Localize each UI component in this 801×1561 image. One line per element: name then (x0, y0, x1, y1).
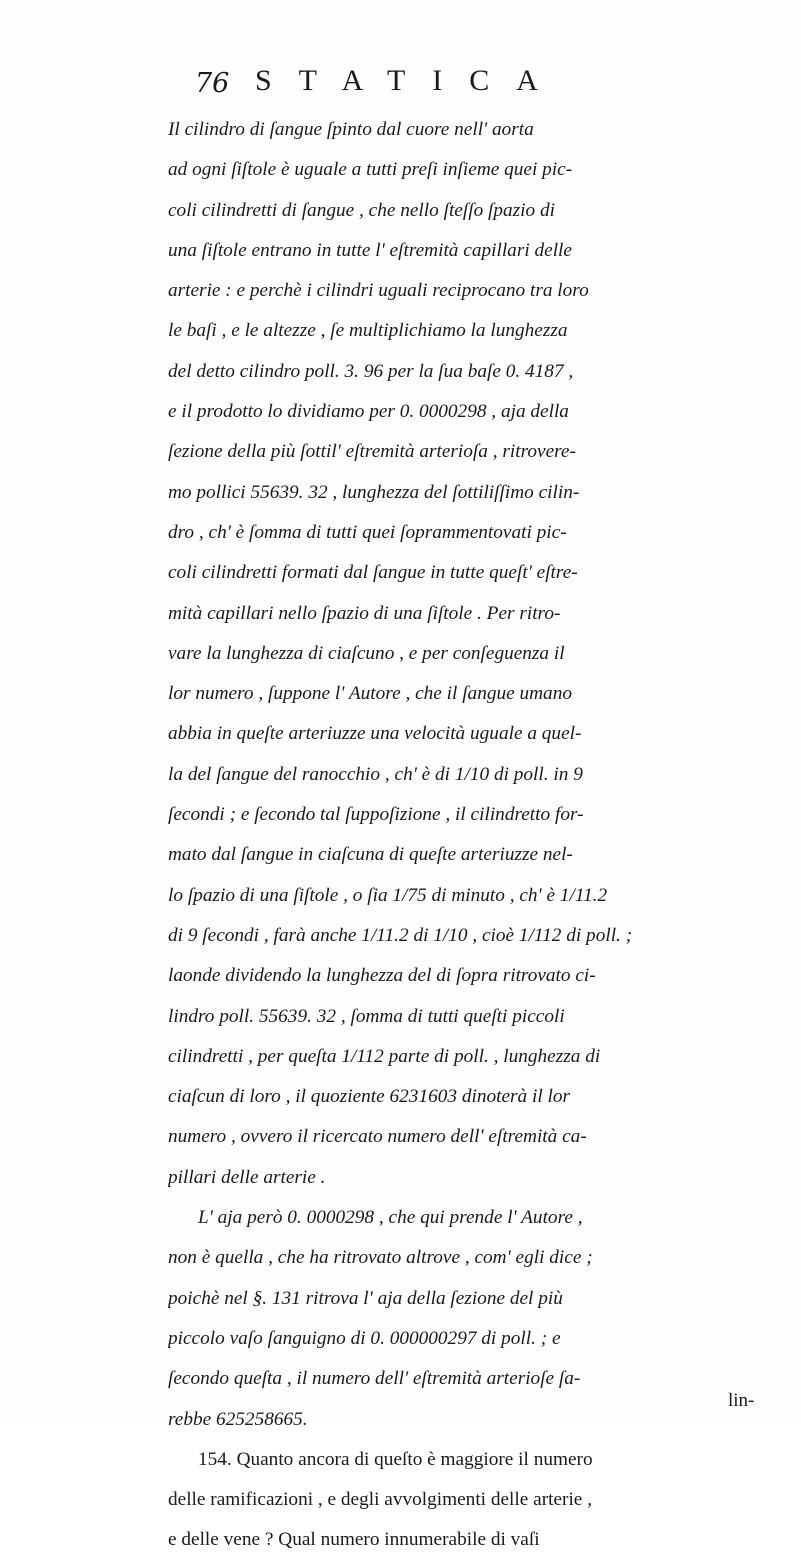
paragraph-p1 (168, 110, 760, 1198)
text-line: ciaſcun di loro , il quoziente 6231603 dinoterà il lor (168, 1086, 571, 1108)
text-line: dro , ch' è ſomma di tutti quei ſoprammentovati pic- (168, 521, 567, 543)
text-line: abbia in queſte arteriuzze una velocità uguale a quel- (168, 723, 582, 745)
text-line: Il cilindro di ſangue ſpinto dal cuore nell' aorta (168, 119, 534, 140)
text-line: lor numero , ſuppone l' Autore , che il ſangue umano (168, 683, 572, 705)
text-line: ſezione della più ſottil' eſtremità arterioſa , ritrovere- (168, 441, 576, 463)
text-line: non è quella , che ha ritrovato altrove , com' egli dice ; (168, 1247, 593, 1269)
catchword: lin- (728, 1390, 755, 1411)
text-line: e delle vene ? Qual numero innumerabile di vaſi (168, 1529, 540, 1551)
text-line: L' aja però 0. 0000298 , che qui prende l' Autore , (198, 1207, 583, 1229)
text-line: ſecondo queſta , il numero dell' eſtremità arterioſe ſa- (168, 1368, 581, 1390)
page-header (195, 60, 755, 110)
text-line: delle ramificazioni , e degli avvolgimenti delle arterie , (168, 1489, 593, 1511)
text-line: mità capillari nello ſpazio di una ſiſtole . Per ritro- (168, 602, 561, 624)
text-line: ad ogni ſiſtole è uguale a tutti preſi inſieme quei pic- (168, 159, 573, 181)
body-text (168, 110, 760, 1561)
text-line: rebbe 625258665. (168, 1408, 308, 1430)
text-line: mato dal ſangue in ciaſcuna di queſte arteriuzze nel- (168, 844, 573, 866)
text-line: 154. Quanto ancora di queſto è maggiore il numero (198, 1448, 593, 1470)
text-line: una ſiſtole entrano in tutte l' eſtremità capillari delle (168, 239, 572, 261)
text-line: vare la lunghezza di ciaſcuno , e per conſeguenza il (168, 642, 565, 664)
text-line: coli cilindretti di ſangue , che nello ſteſſo ſpazio di (168, 199, 555, 221)
paragraph-p2 (168, 1198, 760, 1440)
text-line: ſecondi ; e ſecondo tal ſuppoſizione , il cilindretto for- (168, 804, 584, 826)
text-line: lo ſpazio di una ſiſtole , o ſia 1/75 di minuto , ch' è 1/11.2 (168, 884, 608, 906)
text-line: arterie : e perchè i cilindri uguali reciprocano tra loro (168, 280, 589, 302)
running-head: STATICA (255, 64, 565, 97)
paragraph-p3 (168, 1440, 760, 1561)
text-line: poichè nel §. 131 ritrova l' aja della ſezione del più (168, 1287, 563, 1309)
text-line: laonde dividendo la lunghezza del di ſopra ritrovato ci- (168, 965, 596, 987)
text-line: mo pollici 55639. 32 , lunghezza del ſottiliſſimo cilin- (168, 481, 580, 503)
text-line: lindro poll. 55639. 32 , ſomma di tutti queſti piccoli (168, 1005, 565, 1027)
text-line: pillari delle arterie . (168, 1166, 326, 1188)
text-line: e il prodotto lo dividiamo per 0. 0000298 , aja della (168, 401, 569, 423)
text-line: numero , ovvero il ricercato numero dell' eſtremità ca- (168, 1126, 587, 1148)
text-line: piccolo vaſo ſanguigno di 0. 000000297 di poll. ; e (168, 1327, 561, 1349)
text-line: del detto cilindro poll. 3. 96 per la ſua baſe 0. 4187 , (168, 360, 574, 382)
page-number: 76 (195, 68, 230, 99)
text-line: la del ſangue del ranocchio , ch' è di 1/10 di poll. in 9 (168, 763, 583, 785)
text-line: cilindretti , per queſta 1/112 parte di poll. , lunghezza di (168, 1045, 601, 1067)
paragraph-container (168, 110, 760, 1561)
text-line: di 9 ſecondi , farà anche 1/11.2 di 1/10 , cioè 1/112 di poll. ; (168, 924, 633, 946)
text-line: coli cilindretti formati dal ſangue in tutte queſt' eſtre- (168, 562, 578, 584)
text-line: le baſi , e le altezze , ſe multiplichiamo la lunghezza (168, 320, 568, 342)
